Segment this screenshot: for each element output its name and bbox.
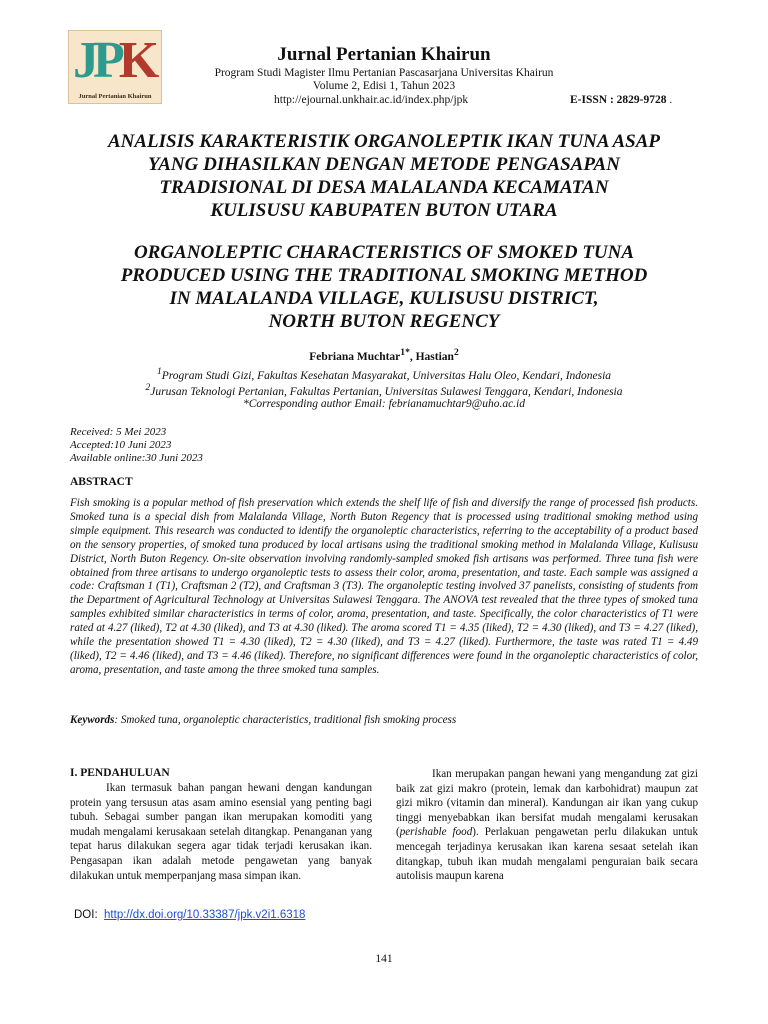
journal-volume: Volume 2, Edisi 1, Tahun 2023 bbox=[312, 80, 456, 92]
title-line: PRODUCED USING THE TRADITIONAL SMOKING METHOD bbox=[120, 265, 648, 286]
date-received: Received: 5 Mei 2023 bbox=[70, 426, 167, 438]
title-line: NORTH BUTON REGENCY bbox=[268, 311, 500, 332]
date-online: Available online:30 Juni 2023 bbox=[70, 452, 203, 464]
logo-letters: JPK bbox=[73, 32, 154, 89]
doi-link[interactable]: http://dx.doi.org/10.33387/jpk.v2i1.6318 bbox=[104, 909, 306, 921]
paragraph: Ikan merupakan pangan hewani yang mengandung zat gizi baik zat gizi makro (protein, lemak dan karbohidrat) maupun zat gizi mikro (vitamin dan mineral). Kandungan air ikan yang cukup tinggi menyebabkan ikan bersifat mudah mengalami kerusakan (perishable food). Perlakuan pengawetan perlu dilakukan untuk mencegah terjadinya kerusakan ikan karena sesaat setelah ikan ditangkap, tubuh ikan mudah mengalami penguraian baik secara autolisis maupun karena bbox=[396, 768, 698, 883]
abstract-heading: ABSTRACT bbox=[70, 476, 133, 488]
abstract-text: Fish smoking is a popular method of fish preservation which extends the shelf life of fish and diversify the range of processed fish products. Smoked tuna is a special dish from Malalanda Village, North Buton Regency that is processed using traditional smoking method using simple equipment. This research was conducted to identify the organoleptic characteristics, referring to the acceptability of a product based on the sensory properties, of smoked tuna produced by local artisans using the traditional smoking method in Malalanda Village, Kulisusu District, North Buton Regency. On-site observation involving randomly-sampled smoked fish artisans was performed. Three tuna fish were obtained from three artisans to undergo organoleptic tests to assess their color, aroma, presentation, and taste. Each sample was assigned a code: Craftsman 1 (T1), Craftsman 2 (T2), and Craftsman 3 (T3). The organoleptic testing involved 37 panelists, consisting of students from the Department of Agricultural Technology at Universitas Sulawesi Tenggara. The ANOVA test revealed that the three types of smoked tuna samples exhibited similar characteristics in terms of color, aroma, presentation, and taste. Specifically, the color characteristics of T1 were rated at 4.27 (liked), T2 at 4.30 (liked), and T3 at 4.30 (liked). The aroma scored T1 = 4.35 (liked), T2 = 4.30 (liked), and T3 = 4.27 (liked), while the presentation showed T1 = 4.30 (liked), T2 = 4.30 (liked), and T3 = 4.27 (liked). Furthermore, the taste was rated T1 = 4.49 (liked), T2 = 4.46 (liked), and T3 = 4.46 (liked). Therefore, no significant differences were found in the organoleptic characteristics of color, aroma, presentation, and taste among the three smoked tuna samples. bbox=[70, 497, 698, 676]
journal-title: Jurnal Pertanian Khairun bbox=[277, 44, 491, 65]
title-line: KULISUSU KABUPATEN BUTON UTARA bbox=[210, 200, 558, 221]
page-number: 141 bbox=[375, 953, 393, 965]
intro-right-column bbox=[396, 767, 698, 884]
title-indonesian bbox=[60, 130, 708, 222]
title-english bbox=[60, 241, 708, 333]
author-name: Hastian bbox=[415, 350, 454, 363]
paragraph: Ikan termasuk bahan pangan hewani dengan kandungan protein yang tersusun atas asam amino esensial yang penting bagi tubuh. Sebagai sumber pangan ikan merupakan komoditi yang mudah mengalami kerusakaan setelah ditangkap. Penanganan yang tepat harus dilakukan segera agar tidak terjadi kerusakan ikan. Pengasapan ikan adalah metode pengawetan yang banyak dilakukan untuk memperpanjang masa simpan ikan. bbox=[70, 782, 372, 882]
affiliation-1: $^1$Program Studi Gizi, Fakultas Kesehatan Masyarakat, Universitas Halu Oleo, Kendari, Indonesia bbox=[156, 366, 612, 382]
journal-url[interactable]: http://ejournal.unkhair.ac.id/index.php/jpk bbox=[274, 94, 469, 106]
journal-program: Program Studi Magister Ilmu Pertanian Pascasarjana Universitas Khairun bbox=[214, 67, 554, 79]
author-list: Febriana Muchtar$^{1*}$, Hastian$^2$ bbox=[309, 347, 459, 363]
title-line: TRADISIONAL DI DESA MALALANDA KECAMATAN bbox=[159, 177, 609, 198]
keywords: Keywords: Smoked tuna, organoleptic characteristics, traditional fish smoking process bbox=[70, 714, 457, 726]
title-line: YANG DIHASILKAN DENGAN METODE PENGASAPAN bbox=[148, 154, 620, 175]
intro-left-column bbox=[70, 781, 372, 883]
doi-line bbox=[74, 909, 305, 921]
journal-issn: E-ISSN : 2829-9728 . bbox=[570, 94, 673, 106]
affiliation-2: $^2$Jurusan Teknologi Pertanian, Fakultas Pertanian, Universitas Sulawesi Tenggara, Kendari, Indonesia bbox=[145, 382, 623, 398]
corresponding-author: *Corresponding author Email: febrianamuchtar9@uho.ac.id bbox=[243, 398, 525, 410]
title-line: ORGANOLEPTIC CHARACTERISTICS OF SMOKED TUNA bbox=[133, 242, 635, 263]
section-heading-introduction: I. PENDAHULUAN bbox=[70, 767, 170, 779]
title-line: ANALISIS KARAKTERISTIK ORGANOLEPTIK IKAN TUNA ASAP bbox=[107, 131, 661, 152]
date-accepted: Accepted:10 Juni 2023 bbox=[70, 439, 172, 451]
doi-label: DOI: bbox=[74, 909, 98, 921]
title-line: IN MALALANDA VILLAGE, KULISUSU DISTRICT, bbox=[169, 288, 599, 309]
logo-caption: Jurnal Pertanian Khairun bbox=[78, 93, 152, 100]
author-name: Febriana Muchtar bbox=[309, 350, 401, 363]
